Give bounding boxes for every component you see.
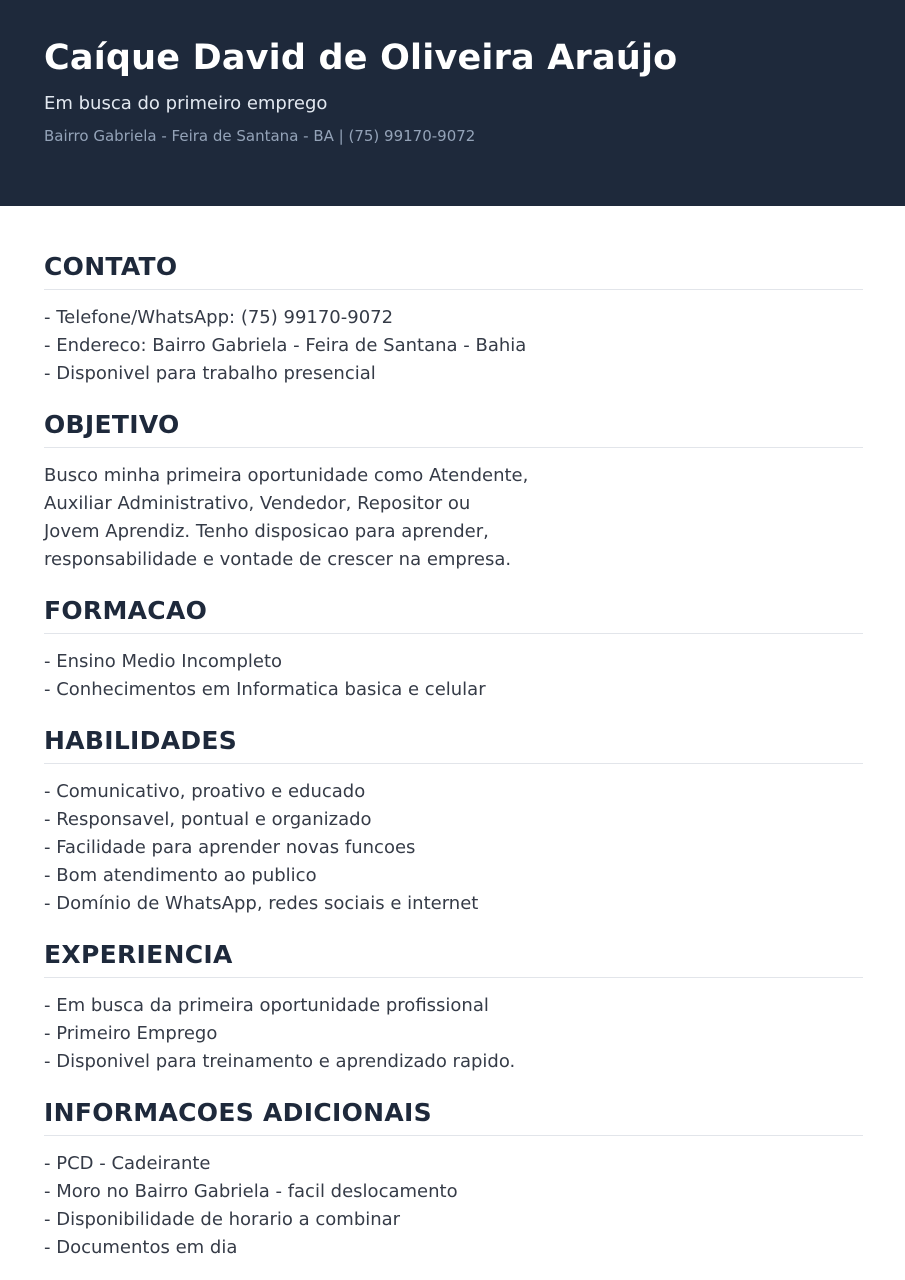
section-formacao	[44, 594, 863, 704]
section-line: Jovem Aprendiz. Tenho disposicao para aprender,	[44, 521, 489, 542]
section-experiencia	[44, 938, 863, 1076]
section-line: - Comunicativo, proativo e educado	[44, 781, 366, 802]
section-title: HABILIDADES	[44, 726, 238, 755]
candidate-subtitle: Em busca do primeiro emprego	[44, 93, 328, 114]
section-line: - Domínio de WhatsApp, redes sociais e internet	[44, 893, 479, 914]
section-line: - Endereco: Bairro Gabriela - Feira de Santana - Bahia	[44, 335, 527, 356]
section-line: - Telefone/WhatsApp: (75) 99170-9072	[44, 307, 394, 328]
section-title: INFORMACOES ADICIONAIS	[44, 1098, 432, 1127]
section-line: Busco minha primeira oportunidade como Atendente,	[44, 465, 529, 486]
section-line: - Ensino Medio Incompleto	[44, 651, 283, 672]
section-divider	[44, 447, 863, 448]
section-title: EXPERIENCIA	[44, 940, 233, 969]
section-line: - Bom atendimento ao publico	[44, 865, 317, 886]
section-title: FORMACAO	[44, 596, 208, 625]
section-line: - Disponibilidade de horario a combinar	[44, 1209, 401, 1230]
header-contact-line: Bairro Gabriela - Feira de Santana - BA | (75) 99170-9072	[44, 127, 476, 145]
section-divider	[44, 763, 863, 764]
section-line: - Conhecimentos em Informatica basica e celular	[44, 679, 486, 700]
section-line: - Em busca da primeira oportunidade profissional	[44, 995, 489, 1016]
section-line: responsabilidade e vontade de crescer na empresa.	[44, 549, 512, 570]
section-objetivo	[44, 408, 863, 574]
section-informacoes-adicionais	[44, 1096, 863, 1262]
section-divider	[44, 633, 863, 634]
section-line: - Moro no Bairro Gabriela - facil deslocamento	[44, 1181, 458, 1202]
section-divider	[44, 289, 863, 290]
section-line: - PCD - Cadeirante	[44, 1153, 211, 1174]
section-line: - Disponivel para treinamento e aprendizado rapido.	[44, 1051, 516, 1072]
section-line: - Primeiro Emprego	[44, 1023, 218, 1044]
section-habilidades	[44, 724, 863, 918]
candidate-name: Caíque David de Oliveira Araújo	[44, 38, 678, 78]
section-divider	[44, 977, 863, 978]
section-line: - Documentos em dia	[44, 1237, 238, 1258]
section-line: Auxiliar Administrativo, Vendedor, Repositor ou	[44, 493, 471, 514]
section-title: CONTATO	[44, 252, 178, 281]
resume-header	[0, 0, 905, 206]
section-divider	[44, 1135, 863, 1136]
section-title: OBJETIVO	[44, 410, 180, 439]
section-contato	[44, 250, 863, 388]
resume-body	[0, 206, 905, 1262]
section-line: - Disponivel para trabalho presencial	[44, 363, 376, 384]
section-line: - Facilidade para aprender novas funcoes	[44, 837, 416, 858]
section-line: - Responsavel, pontual e organizado	[44, 809, 372, 830]
